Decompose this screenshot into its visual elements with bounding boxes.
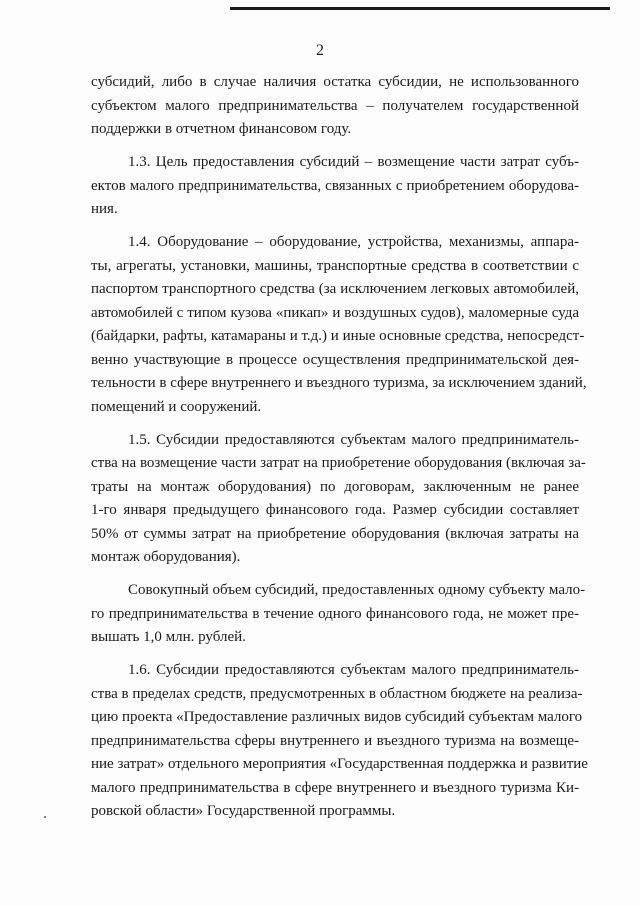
text-line: ства на возмещение части затрат на приобретение оборудования (включая за-	[91, 455, 586, 471]
text-line: тельности в сфере внутреннего и въездного туризма, за исключением зданий,	[91, 375, 587, 391]
text-line: 1.5. Субсидии предоставляются субъектам малого предприниматель-	[128, 431, 579, 448]
text-line: монтаж оборудования).	[91, 549, 241, 565]
paragraph	[91, 71, 579, 142]
text-line: вышать 1,0 млн. рублей.	[91, 629, 246, 645]
top-rule	[230, 7, 610, 10]
text-line: субсидий, либо в случае наличия остатка субсидии, не использованного	[91, 74, 579, 90]
text-line: ектов малого предпринимательства, связанных с приобретением оборудова-	[91, 177, 579, 194]
text-line: предпринимательства сферы внутреннего и въездного туризма на возмеще-	[91, 732, 579, 749]
text-line: паспортом транспортного средства (за исключением легковых автомобилей,	[91, 281, 579, 297]
text-line: ства в пределах средств, предусмотренных в областном бюджете на реализа-	[91, 685, 583, 702]
text-line: ты, агрегаты, установки, машины, транспортные средства в соответствии с	[91, 257, 579, 274]
text-line: ние затрат» отдельного мероприятия «Государственная поддержка и развитие	[91, 756, 588, 772]
text-line: 1.6. Субсидии предоставляются субъектам малого предприниматель-	[128, 662, 579, 678]
text-line: венно участвующие в процессе осуществления предпринимательской дея-	[91, 351, 579, 368]
paragraph	[91, 579, 586, 650]
paragraph	[91, 429, 586, 570]
text-line: малого предпринимательства в сфере внутреннего и въездного туризма Ки-	[91, 779, 579, 796]
text-line: 1-го января предыдущего финансового года. Размер субсидии составляет	[91, 502, 579, 518]
text-line: го предпринимательства в течение одного финансового года, не может пре-	[91, 605, 579, 622]
paragraph	[91, 659, 588, 824]
scan-speck	[44, 816, 46, 818]
text-line: ния.	[91, 201, 118, 217]
text-line: ровской области» Государственной программы.	[91, 803, 396, 819]
text-line: помещений и сооружений.	[91, 398, 262, 415]
paragraph	[91, 231, 587, 419]
paragraph	[91, 151, 579, 222]
text-line: траты на монтаж оборудования) по договорам, заключенным не ранее	[91, 478, 579, 495]
text-line: поддержки в отчетном финансовом году.	[91, 121, 352, 137]
text-line: 50% от суммы затрат на приобретение оборудования (включая затраты на	[91, 525, 579, 542]
text-line: цию проекта «Предоставление различных видов субсидий субъектам малого	[91, 709, 583, 725]
text-line: субъектом малого предпринимательства – получателем государственной	[91, 97, 579, 114]
document-body	[91, 71, 588, 824]
text-line: (байдарки, рафты, катамараны и т.д.) и иные основные средства, непосредст-	[91, 328, 585, 344]
text-line: 1.3. Цель предоставления субсидий – возмещение части затрат субъ-	[128, 154, 579, 170]
text-line: 1.4. Оборудование – оборудование, устройства, механизмы, аппара-	[128, 234, 579, 250]
text-line: Совокупный объем субсидий, предоставленных одному субъекту мало-	[128, 582, 586, 598]
text-line: автомобилей с типом кузова «пикап» и воздушных судов), маломерные суда	[91, 304, 579, 321]
page-number: 2	[316, 42, 324, 59]
